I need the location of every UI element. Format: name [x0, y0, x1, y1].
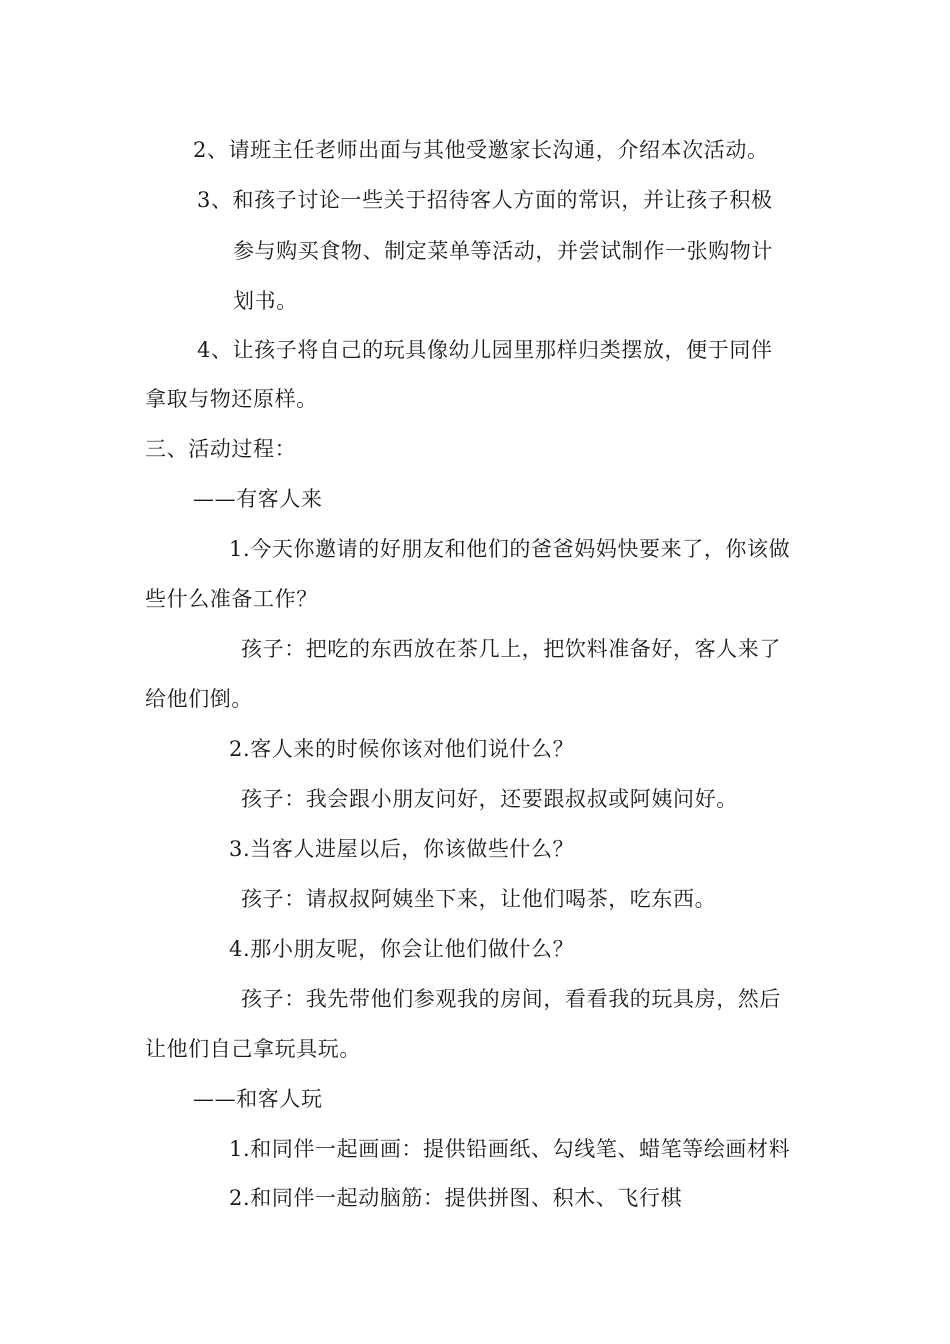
answer-line: 孩子：我会跟小朋友问好，还要跟叔叔或阿姨问好。 — [241, 787, 738, 811]
paragraph-line: 3、和孩子讨论一些关于招待客人方面的常识，并让孩子积极 — [197, 188, 773, 212]
paragraph-line: 拿取与物还原样。 — [145, 387, 318, 411]
subsection-heading: ——和客人玩 — [193, 1087, 323, 1111]
answer-line: 孩子：请叔叔阿姨坐下来，让他们喝茶，吃东西。 — [241, 887, 717, 911]
question-line: 些什么准备工作？ — [145, 587, 318, 611]
section-heading: 三、活动过程： — [145, 437, 297, 461]
paragraph-line: 划书。 — [233, 289, 298, 313]
question-line: 1.今天你邀请的好朋友和他们的爸爸妈妈快要来了，你该做 — [229, 537, 791, 561]
paragraph-line: 2、请班主任老师出面与其他受邀家长沟通，介绍本次活动。 — [193, 138, 769, 162]
list-item: 2.和同伴一起动脑筋：提供拼图、积木、飞行棋 — [229, 1186, 683, 1210]
answer-line: 孩子：我先带他们参观我的房间，看看我的玩具房，然后 — [241, 987, 781, 1011]
paragraph-line: 参与购买食物、制定菜单等活动，并尝试制作一张购物计 — [233, 239, 773, 263]
answer-line: 孩子：把吃的东西放在茶几上，把饮料准备好，客人来了 — [241, 637, 781, 661]
subsection-heading: ——有客人来 — [193, 487, 323, 511]
list-item: 1.和同伴一起画画：提供铅画纸、勾线笔、蜡笔等绘画材料 — [229, 1137, 791, 1161]
answer-line: 给他们倒。 — [145, 687, 253, 711]
question-line: 3.当客人进屋以后，你该做些什么？ — [229, 837, 575, 861]
paragraph-line: 4、让孩子将自己的玩具像幼儿园里那样归类摆放，便于同伴 — [197, 338, 773, 362]
question-line: 2.客人来的时候你该对他们说什么？ — [229, 737, 575, 761]
question-line: 4.那小朋友呢，你会让他们做什么？ — [229, 937, 575, 961]
answer-line: 让他们自己拿玩具玩。 — [145, 1037, 361, 1061]
